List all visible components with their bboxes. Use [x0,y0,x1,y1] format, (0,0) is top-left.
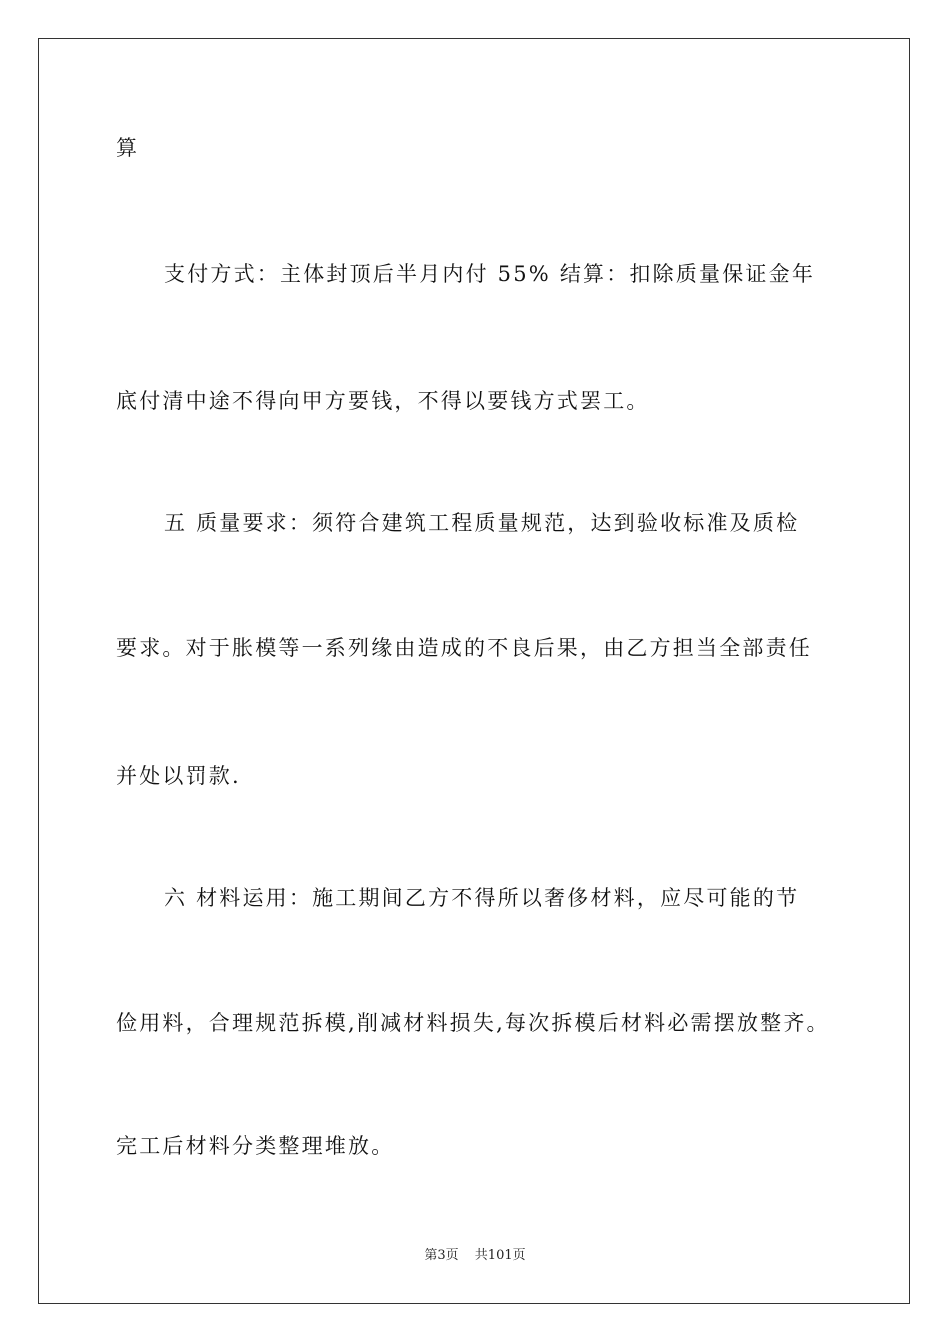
page-footer [0,1246,950,1266]
text-line-9: 完工后材料分类整理堆放。 [116,1134,395,1158]
text-line-5: 要求。对于胀模等一系列缘由造成的不良后果，由乙方担当全部责任 [116,636,812,660]
page-number-current: 第3页 [424,1248,459,1263]
text-line-2: 支付方式：主体封顶后半月内付 55% 结算：扣除质量保证金年 [164,262,816,286]
text-line-4: 五 质量要求：须符合建筑工程质量规范，达到验收标准及质检 [164,511,800,535]
text-line-7: 六 材料运用：施工期间乙方不得所以奢侈材料，应尽可能的节 [164,886,800,910]
page-number-total: 共101页 [474,1248,526,1263]
text-line-1: 算 [116,136,140,160]
page-border [38,38,910,1304]
text-line-6: 并处以罚款. [116,764,241,788]
text-line-3: 底付清中途不得向甲方要钱，不得以要钱方式罢工。 [116,389,650,413]
text-line-8: 俭用料，合理规范拆模,削减材料损失,每次拆模后材料必需摆放整齐。 [116,1011,830,1035]
